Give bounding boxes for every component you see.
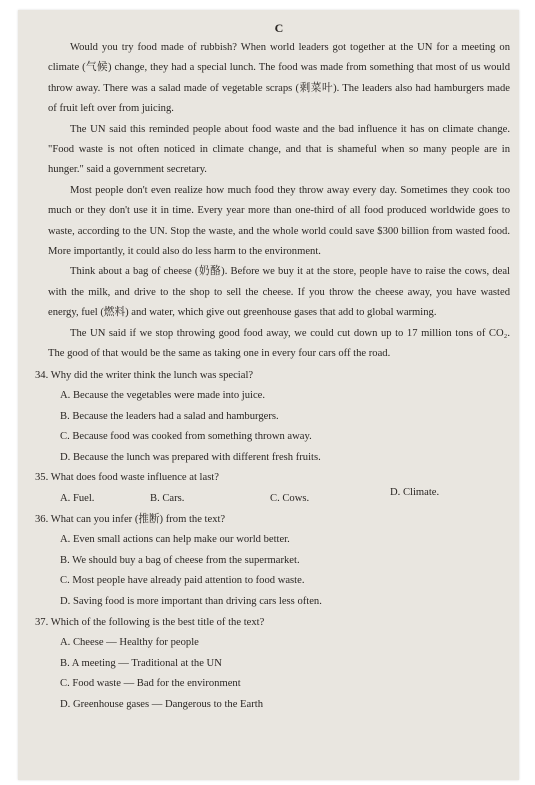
passage-paragraph: The UN said if we stop throwing good food away, we could cut down up to 17 million tons of CO₂. The good of that would be the same as taking one in every four cars off the road. — [48, 327, 510, 360]
option-a: A. Because the vegetables were made into juice. — [60, 390, 266, 402]
reading-passage — [48, 38, 510, 365]
option-d: D. Greenhouse gases — Dangerous to the Earth — [60, 699, 263, 710]
option-c: C. Because food was cooked from something thrown away. — [60, 431, 312, 443]
option-row — [48, 489, 510, 510]
passage-paragraph: The UN said this reminded people about food waste and the bad influence it has on climate change. "Food waste is not often noticed in climate change, and that is shameful when so many people are in hunger." said a government secretary. — [48, 123, 510, 176]
option-d: D. Climate. — [390, 487, 440, 499]
option-a: A. Cheese — Healthy for people — [60, 637, 199, 649]
section-letter: C — [274, 21, 284, 35]
scanned-page — [18, 10, 519, 780]
question-36 — [35, 510, 510, 613]
question-35 — [35, 468, 510, 509]
passage-paragraph: Would you try food made of rubbish? When world leaders got together at the UN for a meeting on climate (气候) change, they had a special lunch. The food was made from something that most of us would throw away. There was a salad made of vegetable scraps (剩菜叶). The leaders also had hamburgers made of fruit left over from juicing. — [48, 42, 510, 115]
passage-paragraph: Think about a bag of cheese (奶酪). Before we buy it at the store, people have to raise the cows, deal with the milk, and drive to the shop to sell the cheese. If you throw the cheese away, you have wasted energy, fuel (燃料) and water, which give out greenhouse gases that add to global warming. — [48, 266, 510, 319]
page-content — [35, 18, 510, 716]
option-d: D. Saving food is more important than driving cars less often. — [60, 596, 322, 608]
question-list — [35, 366, 510, 716]
option-c: C. Food waste — Bad for the environment — [60, 678, 241, 690]
option-b: B. Because the leaders had a salad and hamburgers. — [60, 410, 279, 422]
question-stem: 36. What can you infer (推断) from the text? — [35, 513, 226, 525]
passage-paragraph: Most people don't even realize how much food they throw away every day. Sometimes they cook too much or they don't use it in time. Every year more than one-third of all food produced worldwide goes to waste, according to the UN. Stop the waste, and the whole world could save $300 billion from wasted food. More importantly, it could also do less harm to the environment. — [48, 184, 510, 258]
option-b: B. We should buy a bag of cheese from the supermarket. — [60, 554, 300, 566]
option-b: B. A meeting — Traditional at the UN — [60, 657, 222, 669]
option-c: C. Most people have already paid attention to food waste. — [60, 575, 305, 587]
option-a: A. Even small actions can help make our world better. — [60, 534, 290, 546]
option-a: A. Fuel. — [60, 493, 95, 505]
question-stem: 35. What does food waste influence at last? — [35, 472, 219, 484]
question-34 — [35, 366, 510, 469]
option-d: D. Because the lunch was prepared with different fresh fruits. — [60, 451, 321, 463]
option-b: B. Cars. — [150, 493, 185, 505]
question-stem: 34. Why did the writer think the lunch was special? — [35, 369, 254, 381]
question-stem: 37. Which of the following is the best title of the text? — [35, 616, 265, 628]
question-37 — [35, 613, 510, 716]
option-c: C. Cows. — [270, 493, 310, 505]
